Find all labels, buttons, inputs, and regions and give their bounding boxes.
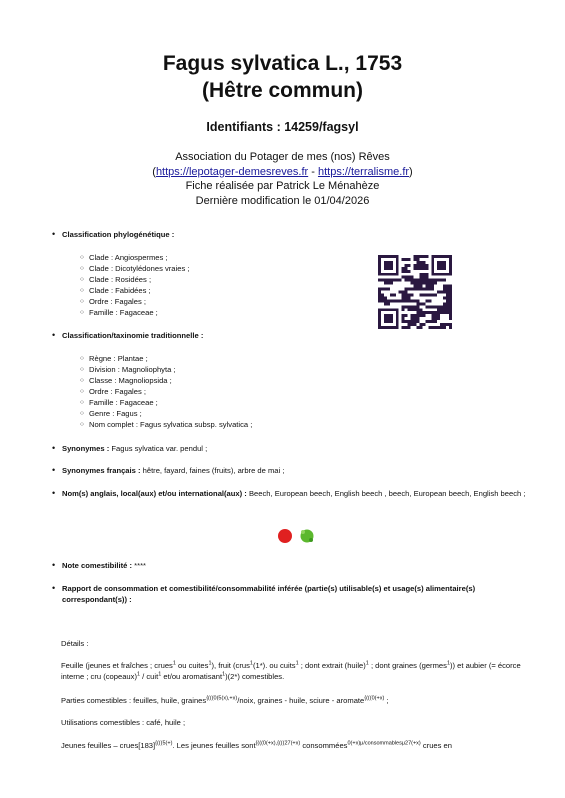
noms-anglais-value: Beech, European beech, English beech , beech, European beech, English beech ;: [248, 489, 526, 498]
page-title: Fagus sylvatica L., 1753: [162, 52, 403, 75]
phylo-label: Classification phylogénétique :: [62, 230, 175, 239]
link-terralisme[interactable]: https://terralisme.fr: [317, 165, 410, 178]
noms-anglais-label: Nom(s) anglais, local(aux) et/ou international(aux) :: [62, 489, 247, 498]
list-item: ○ Ordre : Fagales ;: [80, 296, 189, 307]
link-potager[interactable]: https://lepotager-demesreves.fr: [155, 165, 309, 178]
page-subtitle: (Hêtre commun): [201, 79, 364, 102]
list-item: ○ Famille : Fagaceae ;: [80, 307, 189, 318]
list-item: ○ Ordre : Fagales ;: [80, 386, 252, 397]
bullet: •: [52, 465, 56, 475]
bullet: •: [52, 488, 56, 498]
list-item: ○ Division : Magnoliophyta ;: [80, 364, 252, 375]
edibility-dots: [277, 527, 317, 545]
list-item: ○ Clade : Dicotylédones vraies ;: [80, 263, 189, 274]
list-item: ○ Classe : Magnoliopsida ;: [80, 375, 252, 386]
section-phylo: [52, 229, 532, 240]
modified-line: Dernière modification le 01/04/2026: [195, 194, 370, 207]
list-item: ○ Clade : Rosidées ;: [80, 274, 189, 285]
synonymes-fr-label: Synonymes français :: [62, 466, 141, 475]
note-value: ****: [134, 561, 146, 570]
list-item: ○ Clade : Fabidées ;: [80, 285, 189, 296]
list-item: ○ Nom complet : Fagus sylvatica subsp. sylvatica ;: [80, 419, 252, 430]
section-noms-anglais: [52, 488, 532, 499]
list-item: ○ Genre : Fagus ;: [80, 408, 252, 419]
bullet: •: [52, 560, 56, 570]
synonymes-value: Fagus sylvatica var. pendul ;: [111, 444, 208, 453]
section-synonymes-fr: [52, 465, 532, 476]
qr-code: [378, 255, 452, 329]
synonymes-label: Synonymes :: [62, 444, 110, 453]
association-block: [0, 150, 565, 208]
section-trad: [52, 330, 532, 341]
section-synonymes: [52, 443, 532, 454]
details-label: Détails :: [61, 639, 89, 648]
red-dot-icon: [278, 529, 292, 543]
rapport-label: Rapport de consommation et comestibilité/consommabilité inférée (partie(s) utilisable(s) et usage(s) alimentaire(s) correspondant(s)) :: [62, 584, 476, 604]
utilisations-paragraph: Utilisations comestibles : café, huile ;: [61, 718, 186, 727]
section-note: [52, 560, 532, 571]
bullet: •: [52, 583, 56, 593]
bullet: •: [52, 443, 56, 453]
bullet: •: [52, 330, 56, 340]
section-rapport: [52, 583, 532, 605]
synonymes-fr-value: hêtre, fayard, faines (fruits), arbre de mai ;: [142, 466, 285, 475]
note-label: Note comestibilité :: [62, 561, 133, 570]
list-item: ○ Famille : Fagaceae ;: [80, 397, 252, 408]
feuille-paragraph: Feuille (jeunes et fraîches ; crues$^1$ ou cuites$^1$), fruit (crus$^1$(1*). ou cuits$^1$ ; dont extrait (huile)$^1$ ; dont graines (germes$^1$)) et aubier (= écorce interne ; cru (copeaux)$^1$ / cuit$^1$ et/ou aromatisant$^1$)(2*) comestibles.: [61, 660, 521, 681]
bullet: •: [52, 229, 56, 239]
identifiants: Identifiants : 14259/fagsyl: [206, 120, 359, 134]
trad-label: Classification/taxinomie traditionnelle :: [62, 331, 204, 340]
author-line: Fiche réalisée par Patrick Le Ménahèze: [185, 180, 380, 192]
list-item: ○ Règne : Plantae ;: [80, 353, 252, 364]
links-line: (https://lepotager-demesreves.fr - https://terralisme.fr): [152, 165, 413, 178]
trad-list: [80, 353, 252, 430]
link-separator: -: [308, 165, 318, 178]
parties-paragraph: Parties comestibles : feuilles, huile, graines$^{\{(((0(5(x),+x)}$/noix, graines - huile, sciure - aromate$^{\{(((0(+x)}$ ;: [61, 695, 389, 705]
phylo-list: [80, 252, 189, 318]
association-name: Association du Potager de mes (nos) Rêves: [175, 151, 390, 163]
jeunes-paragraph: Jeunes feuilles – $crues[183]^{\{(((5(+)}$. Les jeunes feuilles sont$^{\{(((0(+x),\{(((27(+x)}$ consommées$^{0(+x)\mu/consommables\mu 27(+x)}$ crues en: [61, 740, 453, 750]
list-item: ○ Clade : Angiospermes ;: [80, 252, 189, 263]
